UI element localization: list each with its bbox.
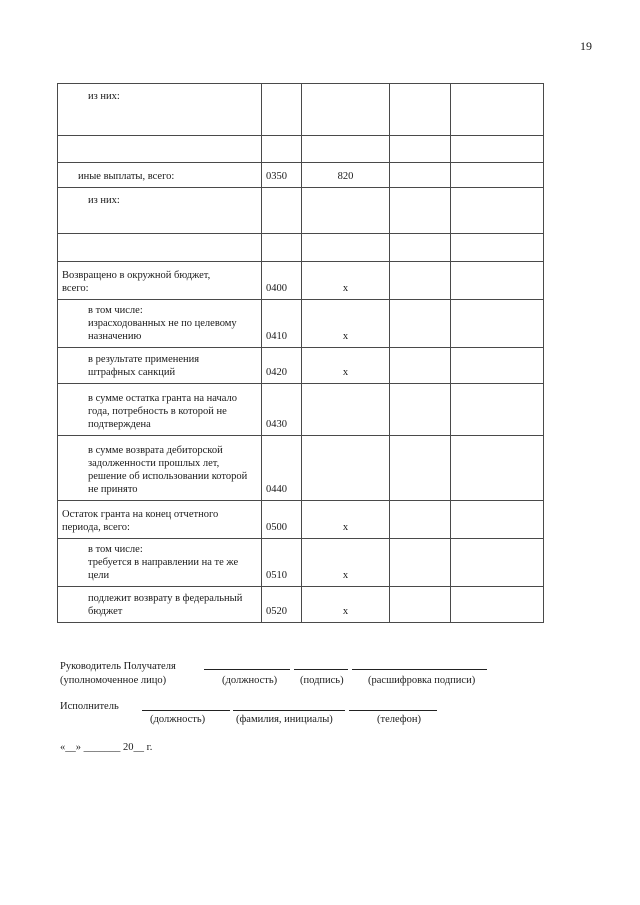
row-empty-cell xyxy=(390,348,451,384)
row-empty-cell xyxy=(451,188,544,234)
row-code-cell xyxy=(262,163,302,188)
row-label: Возвращено в окружной бюджет, всего: xyxy=(62,270,211,294)
row-value: x xyxy=(342,606,349,617)
row-label: в результате применения штрафных санкций xyxy=(88,354,200,378)
row-empty-cell xyxy=(390,163,451,188)
row-code-cell xyxy=(262,501,302,539)
row-code-cell xyxy=(262,136,302,163)
row-label-cell xyxy=(58,300,262,348)
executor-name-line xyxy=(233,710,345,711)
row-empty-cell xyxy=(390,234,451,262)
row-value-cell xyxy=(302,262,390,300)
table-row xyxy=(58,384,544,436)
row-empty-cell xyxy=(390,84,451,136)
row-label-cell xyxy=(58,262,262,300)
head-caption-signature: (подпись) xyxy=(300,675,344,686)
row-value: x xyxy=(342,570,349,581)
row-empty-cell xyxy=(451,348,544,384)
row-code-cell xyxy=(262,539,302,587)
row-label-cell xyxy=(58,84,262,136)
table-row xyxy=(58,501,544,539)
row-empty-cell xyxy=(390,587,451,623)
row-value: x xyxy=(342,283,349,294)
head-position-line xyxy=(204,669,290,670)
table-row xyxy=(58,84,544,136)
row-empty-cell xyxy=(390,501,451,539)
row-value-cell xyxy=(302,84,390,136)
row-value-cell xyxy=(302,436,390,501)
row-empty-cell xyxy=(451,84,544,136)
row-empty-cell xyxy=(390,436,451,501)
head-signature-line xyxy=(294,669,348,670)
row-empty-cell xyxy=(451,539,544,587)
row-code-cell xyxy=(262,436,302,501)
row-empty-cell xyxy=(451,262,544,300)
row-value-cell xyxy=(302,234,390,262)
row-code: 0410 xyxy=(266,331,287,342)
row-label-cell xyxy=(58,163,262,188)
executor-phone-line xyxy=(349,710,437,711)
executor-caption-phone: (телефон) xyxy=(377,714,421,725)
row-empty-cell xyxy=(451,436,544,501)
table-row xyxy=(58,539,544,587)
date-line: «__» _______ 20__ г. xyxy=(60,742,153,753)
table-row xyxy=(58,348,544,384)
row-empty-cell xyxy=(390,136,451,163)
row-value-cell xyxy=(302,384,390,436)
row-label: из них: xyxy=(88,91,120,102)
row-value: 820 xyxy=(337,171,354,182)
head-sub-label: (уполномоченное лицо) xyxy=(60,675,167,686)
executor-caption-position: (должность) xyxy=(150,714,206,725)
row-code-cell xyxy=(262,262,302,300)
row-label: в том числе: требуется в направлении на те же цели xyxy=(88,544,239,581)
head-caption-decoding: (расшифровка подписи) xyxy=(368,675,476,686)
row-label-cell xyxy=(58,587,262,623)
row-code: 0420 xyxy=(266,367,287,378)
row-code-cell xyxy=(262,234,302,262)
table-row xyxy=(58,234,544,262)
table-row xyxy=(58,163,544,188)
table-row xyxy=(58,300,544,348)
table-row xyxy=(58,136,544,163)
table-row xyxy=(58,262,544,300)
row-code-cell xyxy=(262,384,302,436)
row-empty-cell xyxy=(390,300,451,348)
row-code: 0400 xyxy=(266,283,287,294)
executor-caption-name: (фамилия, инициалы) xyxy=(236,714,333,725)
row-value-cell xyxy=(302,163,390,188)
row-value: x xyxy=(342,367,349,378)
table-row xyxy=(58,587,544,623)
row-empty-cell xyxy=(451,300,544,348)
row-value-cell xyxy=(302,348,390,384)
row-label-cell xyxy=(58,234,262,262)
row-code: 0440 xyxy=(266,484,287,495)
row-code: 0500 xyxy=(266,522,287,533)
row-label-cell xyxy=(58,384,262,436)
head-decoding-line xyxy=(352,669,487,670)
row-label-cell xyxy=(58,348,262,384)
row-label-cell xyxy=(58,501,262,539)
executor-position-line xyxy=(142,710,230,711)
row-value-cell xyxy=(302,539,390,587)
row-code-cell xyxy=(262,188,302,234)
row-label-cell xyxy=(58,136,262,163)
row-label: в сумме остатка гранта на начало года, потребность в которой не подтверждена xyxy=(88,393,238,430)
row-value-cell xyxy=(302,188,390,234)
row-label: в сумме возврата дебиторской задолженности прошлых лет, решение об использовании которой не принято xyxy=(88,445,248,495)
table-row xyxy=(58,188,544,234)
row-empty-cell xyxy=(451,384,544,436)
head-label: Руководитель Получателя xyxy=(60,661,176,672)
executor-label: Исполнитель xyxy=(60,701,119,712)
row-code-cell xyxy=(262,348,302,384)
row-code: 0510 xyxy=(266,570,287,581)
row-empty-cell xyxy=(451,587,544,623)
page-number: 19 xyxy=(580,39,592,53)
row-label: в том числе: израсходованных не по целевому назначению xyxy=(88,305,237,342)
row-label: иные выплаты, всего: xyxy=(78,171,175,182)
row-empty-cell xyxy=(390,262,451,300)
row-value-cell xyxy=(302,501,390,539)
row-label-cell xyxy=(58,539,262,587)
row-empty-cell xyxy=(451,163,544,188)
row-code: 0350 xyxy=(266,171,287,182)
row-empty-cell xyxy=(390,188,451,234)
row-label: из них: xyxy=(88,195,120,206)
row-label-cell xyxy=(58,436,262,501)
row-value-cell xyxy=(302,136,390,163)
row-value-cell xyxy=(302,587,390,623)
row-code-cell xyxy=(262,587,302,623)
row-empty-cell xyxy=(451,501,544,539)
row-label-cell xyxy=(58,188,262,234)
row-label: Остаток гранта на конец отчетного периода, всего: xyxy=(62,509,219,533)
row-label: подлежит возврату в федеральный бюджет xyxy=(88,593,243,617)
row-code: 0520 xyxy=(266,606,287,617)
row-code-cell xyxy=(262,300,302,348)
row-empty-cell xyxy=(451,136,544,163)
row-code-cell xyxy=(262,84,302,136)
row-value: x xyxy=(342,522,349,533)
row-value: x xyxy=(342,331,349,342)
row-value-cell xyxy=(302,300,390,348)
table-row xyxy=(58,436,544,501)
head-caption-position: (должность) xyxy=(222,675,278,686)
row-empty-cell xyxy=(451,234,544,262)
row-code: 0430 xyxy=(266,419,287,430)
report-table xyxy=(57,83,544,623)
row-empty-cell xyxy=(390,539,451,587)
row-empty-cell xyxy=(390,384,451,436)
